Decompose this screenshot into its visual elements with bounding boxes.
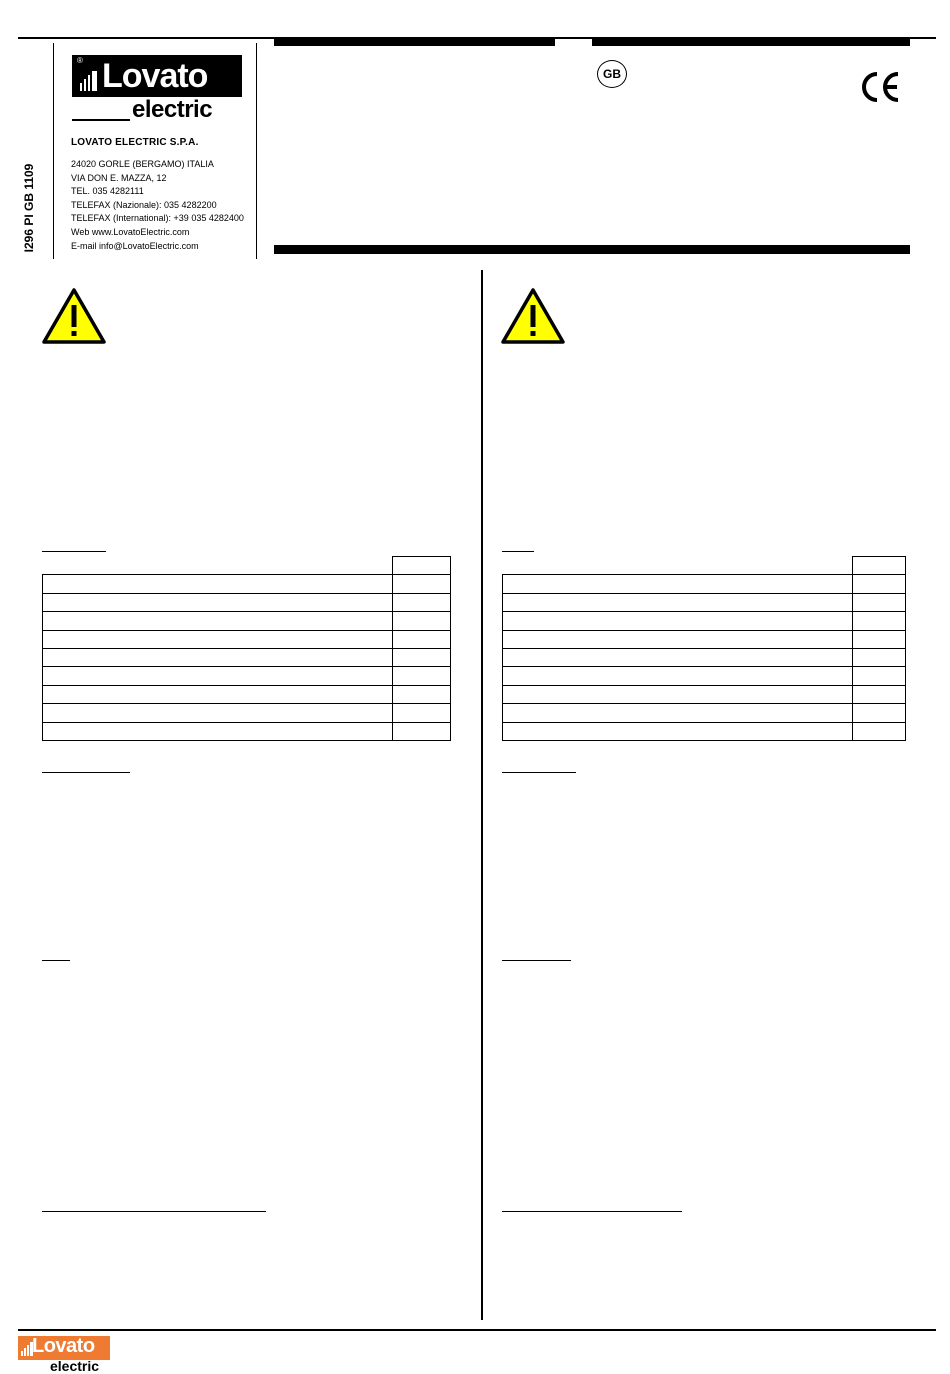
footer-rule — [18, 1329, 936, 1331]
address-line: TEL. 035 4282111 — [71, 186, 144, 197]
logo-sub: electric — [132, 96, 213, 123]
company-name: LOVATO ELECTRIC S.P.A. — [71, 137, 199, 148]
table-header-row — [43, 557, 451, 575]
address-line: VIA DON E. MAZZA, 12 — [71, 172, 167, 183]
header-bar-left — [274, 38, 555, 46]
order-codes-table — [502, 556, 906, 741]
table-row — [503, 648, 906, 666]
header-bar-right — [592, 38, 910, 46]
address-line: E-mail info@LovatoElectric.com — [71, 240, 199, 251]
section-heading-underline — [502, 770, 576, 773]
logo-bars-icon — [80, 65, 104, 91]
address-line: TELEFAX (International): +39 035 4282400 — [71, 213, 244, 224]
lovato-logo — [72, 55, 242, 97]
table-row — [503, 685, 906, 703]
footer-logo-sub: electric — [50, 1358, 100, 1374]
header-bar-bottom — [274, 245, 910, 254]
table-row — [43, 685, 451, 703]
table-row — [43, 704, 451, 722]
company-info-box — [53, 43, 257, 259]
registered-mark: ® — [77, 56, 83, 65]
footer-logo — [18, 1335, 110, 1374]
order-codes-table — [42, 556, 451, 741]
table-row — [503, 722, 906, 740]
table-row — [503, 575, 906, 593]
table-row — [503, 704, 906, 722]
company-address — [71, 158, 244, 253]
warning-triangle-icon — [42, 288, 106, 344]
table-row — [43, 575, 451, 593]
table-row — [43, 630, 451, 648]
footer-logo-box — [18, 1336, 110, 1360]
table-row — [503, 630, 906, 648]
address-line: TELEFAX (Nazionale): 035 4282200 — [71, 199, 217, 210]
column-divider — [481, 270, 483, 1320]
table-row — [43, 612, 451, 630]
ce-mark-icon — [860, 70, 902, 104]
logo-underline — [72, 119, 130, 121]
section-heading-underline — [42, 1209, 266, 1212]
table-row — [43, 667, 451, 685]
warning-triangle-icon — [501, 288, 565, 344]
table-row — [503, 612, 906, 630]
section-heading-underline — [42, 770, 130, 773]
document-code — [18, 158, 40, 258]
table-row — [43, 593, 451, 611]
language-badge: GB — [597, 60, 627, 88]
document-code-text: I296 PI GB 1109 — [22, 163, 36, 253]
section-heading-underline — [502, 549, 534, 552]
table-row — [503, 593, 906, 611]
section-heading-underline — [502, 1209, 682, 1212]
footer-logo-brand: Lovato — [32, 1335, 95, 1357]
table-row — [43, 722, 451, 740]
section-heading-underline — [42, 549, 106, 552]
section-heading-underline — [502, 958, 571, 961]
table-row — [503, 667, 906, 685]
section-heading-underline — [42, 958, 70, 961]
logo-brand: Lovato — [102, 57, 208, 95]
table-row — [43, 648, 451, 666]
address-line: 24020 GORLE (BERGAMO) ITALIA — [71, 159, 214, 169]
address-line: Web www.LovatoElectric.com — [71, 226, 190, 237]
table-header-row — [503, 557, 906, 575]
